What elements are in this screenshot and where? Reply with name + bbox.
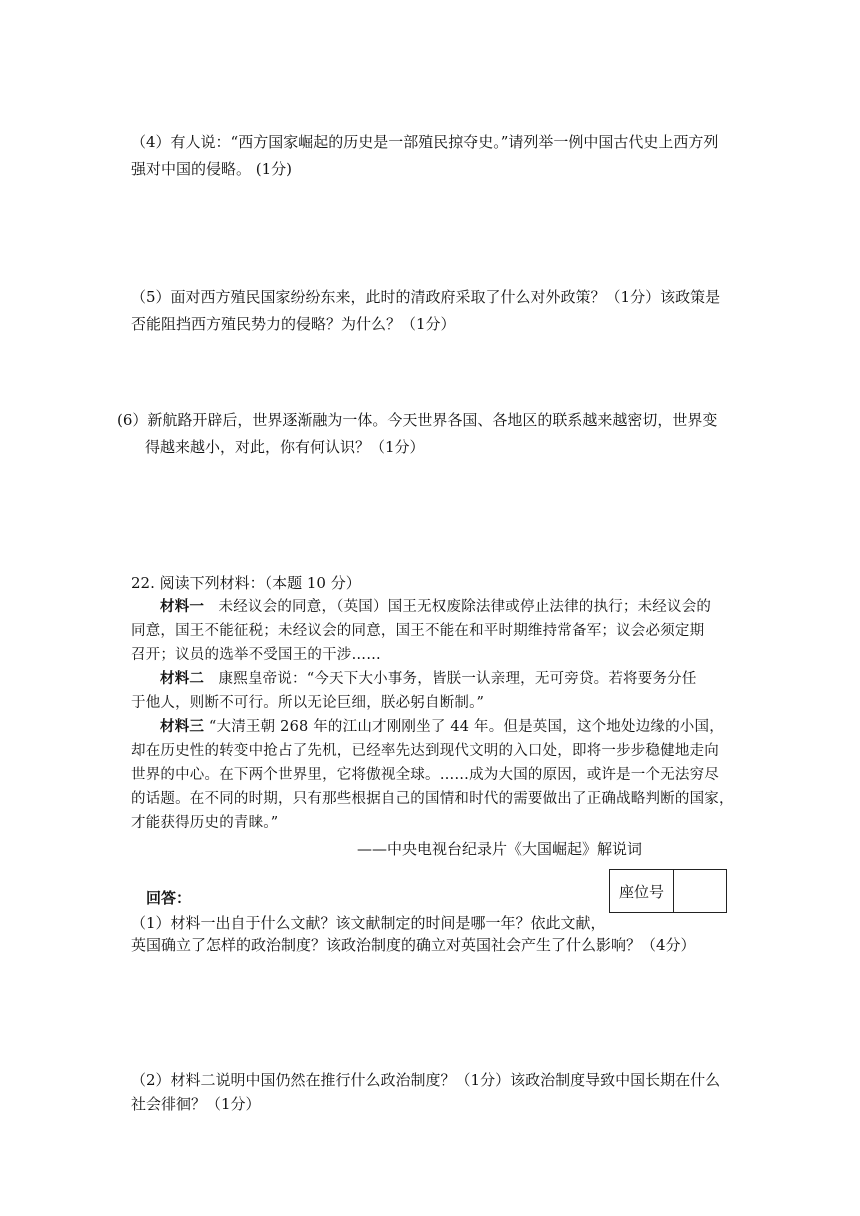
material3-line4: 的话题。在不同的时期，只有那些根据自己的国情和时代的需要做出了正确战略判断的国家，	[131, 791, 734, 807]
q6-line2: 得越来越小，对此，你有何认识？（1分）	[145, 438, 425, 456]
seat-number-box	[609, 869, 727, 913]
material2-line1	[160, 668, 697, 690]
q4-line2: 强对中国的侵略。 (1分)	[131, 160, 293, 178]
material3-line5: 才能获得历史的青睐。”	[131, 815, 279, 831]
seat-number-label: 座位号	[610, 870, 674, 912]
q5-line1: （5）面对西方殖民国家纷纷东来，此时的清政府采取了什么对外政策？（1分）该政策是	[131, 288, 721, 306]
q5-line2: 否能阻挡西方殖民势力的侵略？为什么？（1分）	[131, 315, 456, 333]
q22-heading: 22. 阅读下列材料：（本题 10 分）	[131, 574, 361, 592]
answer-label: 回答：	[146, 889, 192, 907]
material1-text1: 未经议会的同意，（英国）国王无权废除法律或停止法律的执行；未经议会的	[218, 599, 712, 615]
sub1-line2: 英国确立了怎样的政治制度？该政治制度的确立对英国社会产生了什么影响？（4分）	[131, 936, 696, 954]
q4-line1: （4）有人说：“西方国家崛起的历史是一部殖民掠夺史。”请列举一例中国古代史上西方列	[131, 133, 719, 151]
material2-label: 材料二	[160, 670, 205, 687]
material3-text1: “大清王朝 268 年的江山才刚刚坐了 44 年。但是英国，这个地处边缘的小国，	[208, 719, 724, 735]
material1-label: 材料一	[160, 598, 205, 615]
source-attribution: ——中央电视台纪录片《大国崛起》解说词	[357, 840, 643, 858]
seat-number-field[interactable]	[674, 870, 726, 912]
material3-line2: 却在历史性的转变中抢占了先机，已经率先达到现代文明的入口处，即将一步步稳健地走向	[131, 743, 719, 759]
material3-line1	[160, 716, 724, 738]
material3-label: 材料三	[160, 718, 205, 735]
sub2-line1: （2）材料二说明中国仍然在推行什么政治制度？（1分）该政治制度导致中国长期在什么	[131, 1071, 721, 1089]
sub2-line2: 社会徘徊？（1分）	[131, 1095, 261, 1113]
q6-line1: (6）新航路开辟后，世界逐渐融为一体。今天世界各国、各地区的联系越来越密切，世界变	[117, 411, 718, 429]
material1-line1	[160, 596, 711, 618]
sub1-line1: （1）材料一出自于什么文献？该文献制定的时间是哪一年？依此文献，	[131, 914, 606, 932]
material1-line3: 召开；议员的选举不受国王的干涉……	[131, 647, 381, 663]
material1-line2: 同意，国王不能征税；未经议会的同意，国王不能在和平时期维持常备军；议会必须定期	[131, 623, 705, 639]
material2-text1: 康熙皇帝说：“今天下大小事务，皆朕一认亲理，无可旁贷。若将要务分任	[218, 671, 697, 687]
material2-line2: 于他人，则断不可行。所以无论巨细，朕必躬自断制。”	[131, 695, 485, 711]
material3-line3: 世界的中心。在下两个世界里，它将傲视全球。……成为大国的原因，或许是一个无法穷尽	[131, 767, 719, 783]
